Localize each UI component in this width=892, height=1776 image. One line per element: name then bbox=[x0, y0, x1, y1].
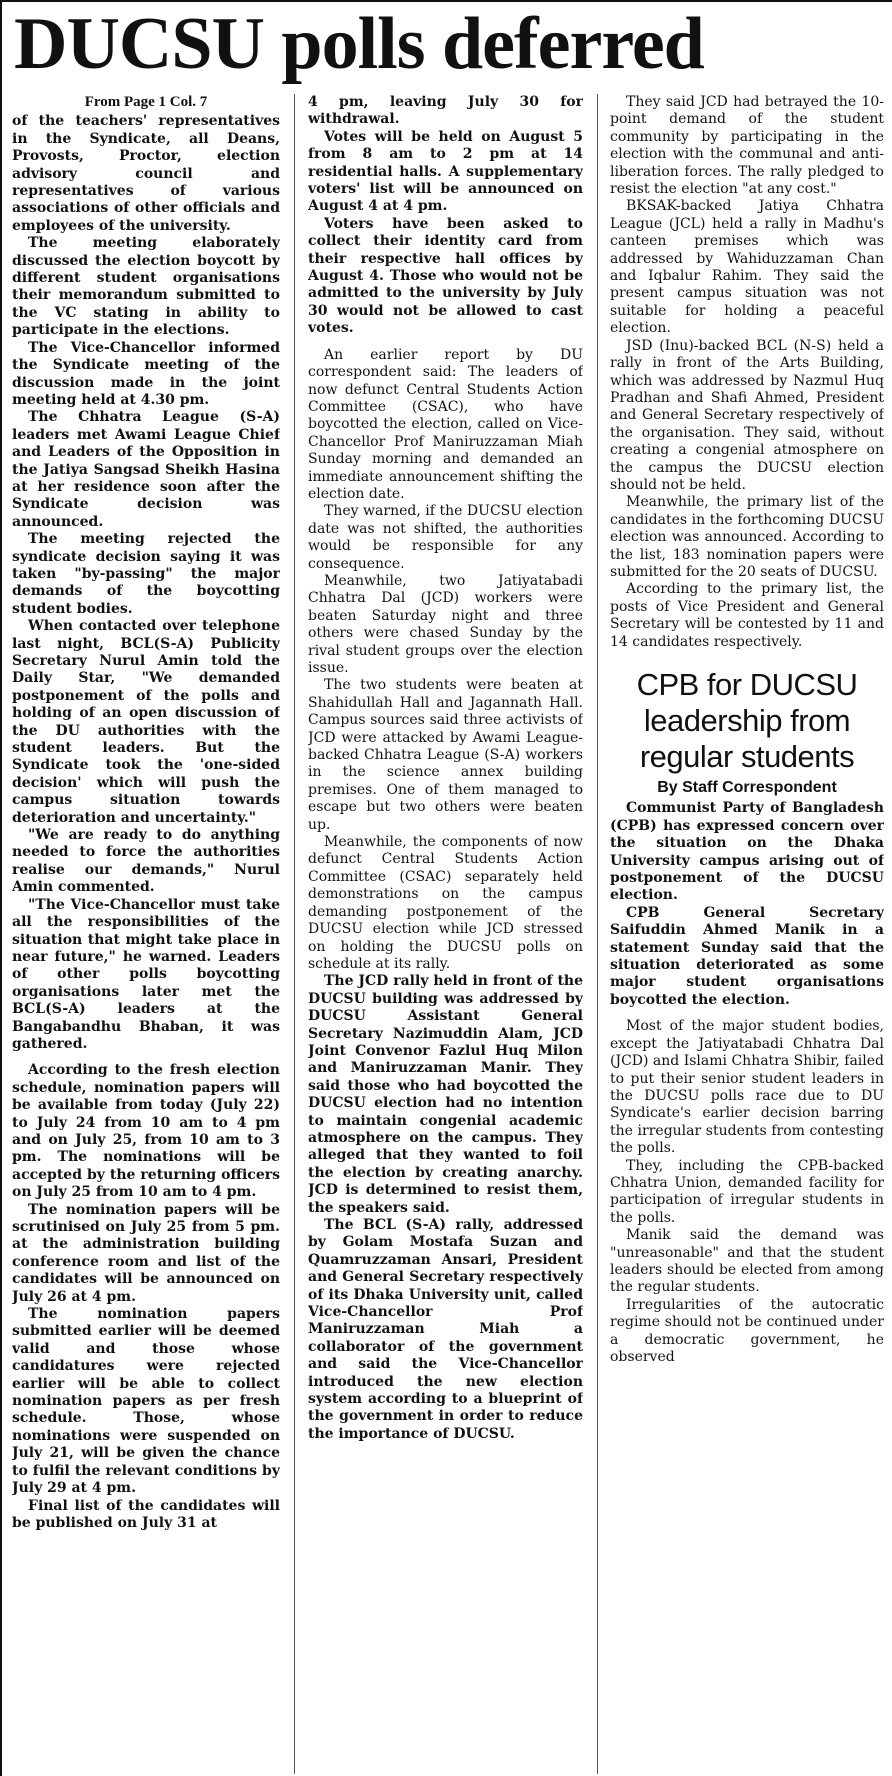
paragraph: The JCD rally held in front of the DUCSU building was addressed by DUCSU Assistant General Secretary Nazimuddin Alam, JCD Joint Convenor Fazlul Huq Milon and Maniruzzaman Manir. They said those who had boycotted the DUCSU election had no intention to maintain congenial academic atmosphere on the campus. They alleged that they wanted to foil the election by creating anarchy. JCD is determined to resist them, the speakers said. bbox=[308, 973, 583, 1216]
paragraph: of the teachers' representatives in the Syndicate, all Deans, Provosts, Proctor, election advisory council and representatives of various associations of other officials and employees of the university. bbox=[12, 113, 280, 234]
column-rule-2 bbox=[597, 94, 598, 1774]
paragraph: When contacted over telephone last night, BCL(S-A) Publicity Secretary Nurul Amin told the Daily Star, "We demanded postponement of the polls and holding of an open discussion of the DU authorities with the student leaders. But the Syndicate took the 'one-sided decision' which will push the campus situation towards deterioration and uncertainty." bbox=[12, 618, 280, 826]
sidebar-headline-line: regular students bbox=[639, 739, 855, 774]
paragraph: An earlier report by DU correspondent said: The leaders of now defunct Central Students Action Committee (CSAC), who have boycotted the election, called on Vice-Chancellor Prof Maniruzzaman Miah Sunday morning and demanded an immediate announcement shifting the election date. bbox=[308, 346, 583, 502]
paragraph: Manik said the demand was "unreasonable" and that the student leaders should be elected from among the regular students. bbox=[610, 1227, 884, 1296]
paragraph: Irregularities of the autocratic regime should not be continued under a democratic government, he observed bbox=[610, 1296, 884, 1365]
paragraph: JSD (Inu)-backed BCL (N-S) held a rally in front of the Arts Building, which was addressed by Nazmul Huq Pradhan and Shafi Ahmed, President and General Secretary respectively of the organisation. They said, without creating a congenial atmosphere on the campus the DUCSU election should not be held. bbox=[610, 337, 884, 493]
paragraph: The BCL (S-A) rally, addressed by Golam Mostafa Suzan and Quamruzzaman Ansari, President and General Secretary respectively of its Dhaka University unit, called Vice-Chancellor Prof Maniruzzaman Miah a collaborator of the government and said the Vice-Chancellor introduced the new election system according to a blueprint of the government in order to reduce the importance of DUCSU. bbox=[308, 1217, 583, 1442]
paragraph: "We are ready to do anything needed to force the authorities realise our demands," Nurul Amin commented. bbox=[12, 827, 280, 896]
paragraph: According to the primary list, the posts of Vice President and General Secretary will be contested by 11 and 14 candidates respectively. bbox=[610, 581, 884, 650]
paragraph: The nomination papers submitted earlier will be deemed valid and those whose candidatures were rejected earlier will be able to collect nomination papers as per fresh schedule. Those, whose nominations were suspended on July 21, will be given the chance to fulfil the relevant conditions by July 29 at 4 pm. bbox=[12, 1306, 280, 1497]
column-rule-1 bbox=[294, 94, 295, 1774]
paragraph: "The Vice-Chancellor must take all the responsibilities of the situation that might take place in near future," he warned. Leaders of other polls boycotting organisations later met the BCL(S-A) leaders at the Bangabandhu Bhaban, it was gathered. bbox=[12, 896, 280, 1052]
paragraph: The Chhatra League (S-A) leaders met Awami League Chief and Leaders of the Opposition in the Jatiya Sangsad Sheikh Hasina at her residence soon after the Syndicate decision was announced. bbox=[12, 409, 280, 530]
paragraph: The nomination papers will be scrutinised on July 25 from 5 pm. at the administration building conference room and list of the candidates will be announced on July 26 at 4 pm. bbox=[12, 1201, 280, 1305]
paragraph: Voters have been asked to collect their identity card from their respective hall offices by August 4. Those who would not be admitted to the university by July 30 would not be allowed to cast votes. bbox=[308, 215, 583, 337]
paragraph: The Vice-Chancellor informed the Syndicate meeting of the discussion made in the joint meeting held at 4.30 pm. bbox=[12, 339, 280, 408]
paragraph: 4 pm, leaving July 30 for withdrawal. bbox=[308, 94, 583, 128]
sidebar-headline-line: leadership from bbox=[643, 703, 851, 738]
sidebar-headline-line: CPB for DUCSU bbox=[636, 667, 858, 702]
column-2 bbox=[308, 94, 583, 1774]
paragraph: The two students were beaten at Shahidullah Hall and Jagannath Hall. Campus sources said three activists of JCD were attacked by Awami League-backed Chhatra League (S-A) workers in the science annex building premises. One of them managed to escape but two others were beaten up. bbox=[308, 677, 583, 833]
paragraph: They, including the CPB-backed Chhatra Union, demanded facility for participation of irregular students in the polls. bbox=[610, 1157, 884, 1226]
paragraph: Meanwhile, the primary list of the candidates in the forthcoming DUCSU election was announced. According to the list, 183 nomination papers were submitted for the 20 seats of DUCSU. bbox=[610, 494, 884, 580]
byline: By Staff Correspondent bbox=[657, 779, 837, 796]
column-3 bbox=[610, 94, 884, 1774]
paragraph: The meeting elaborately discussed the election boycott by different student organisations their memorandum submitted to the VC stating in ability to participate in the elections. bbox=[12, 235, 280, 339]
paragraph: Most of the major student bodies, except the Jatiyatabadi Chhatra Dal (JCD) and Islami Chhatra Shibir, failed to put their senior student leaders in the DUCSU polls race due to DU Syndicate's earlier decision barring the irregular students from contesting the polls. bbox=[610, 1018, 884, 1157]
paragraph: Meanwhile, the components of now defunct Central Students Action Committee (CSAC) separately held demonstrations on the campus demanding postponement of the DUCSU election while JCD stressed on holding the DUCSU polls on schedule at its rally. bbox=[308, 834, 583, 972]
paragraph: Votes will be held on August 5 from 8 am to 2 pm at 14 residential halls. A supplementary voters' list will be announced on August 4 at 4 pm. bbox=[308, 128, 583, 215]
continuation-line: From Page 1 Col. 7 bbox=[84, 94, 208, 110]
column-1 bbox=[12, 94, 280, 1774]
sidebar-headline bbox=[610, 667, 884, 775]
paragraph: According to the fresh election schedule, nomination papers will be available from today (July 22) to July 24 from 10 am to 4 pm and on July 25, from 10 am to 3 pm. The nominations will be accepted by the returning officers on July 25 from 10 am to 4 pm. bbox=[12, 1062, 280, 1201]
paragraph: They said JCD had betrayed the 10-point demand of the student community by participating in the election with the communal and anti-liberation forces. The rally pledged to resist the election "at any cost." bbox=[610, 94, 884, 198]
paragraph: CPB General Secretary Saifuddin Ahmed Manik in a statement Sunday said that the situation deteriorated as some major student organisations boycotted the election. bbox=[610, 904, 884, 1008]
paragraph: Final list of the candidates will be published on July 31 at bbox=[12, 1497, 280, 1531]
paragraph: BKSAK-backed Jatiya Chhatra League (JCL) held a rally in Madhu's canteen premises which was addressed by Wahiduzzaman Chan and Iqbalur Rahim. They said the present campus situation was not suitable for holding a peaceful election. bbox=[610, 198, 884, 337]
paragraph: The meeting rejected the syndicate decision saying it was taken "by-passing" the major demands of the boycotting student bodies. bbox=[12, 531, 280, 617]
paragraph: Communist Party of Bangladesh (CPB) has expressed concern over the situation on the Dhaka University campus arising out of postponement of the DUCSU election. bbox=[610, 800, 884, 904]
headline: DUCSU polls deferred bbox=[14, 3, 704, 85]
paragraph: Meanwhile, two Jatiyatabadi Chhatra Dal (JCD) workers were beaten Saturday night and three others were chased Sunday by the rival student groups over the election issue. bbox=[308, 572, 583, 676]
paragraph: They warned, if the DUCSU election date was not shifted, the authorities would be responsible for any consequence. bbox=[308, 503, 583, 572]
